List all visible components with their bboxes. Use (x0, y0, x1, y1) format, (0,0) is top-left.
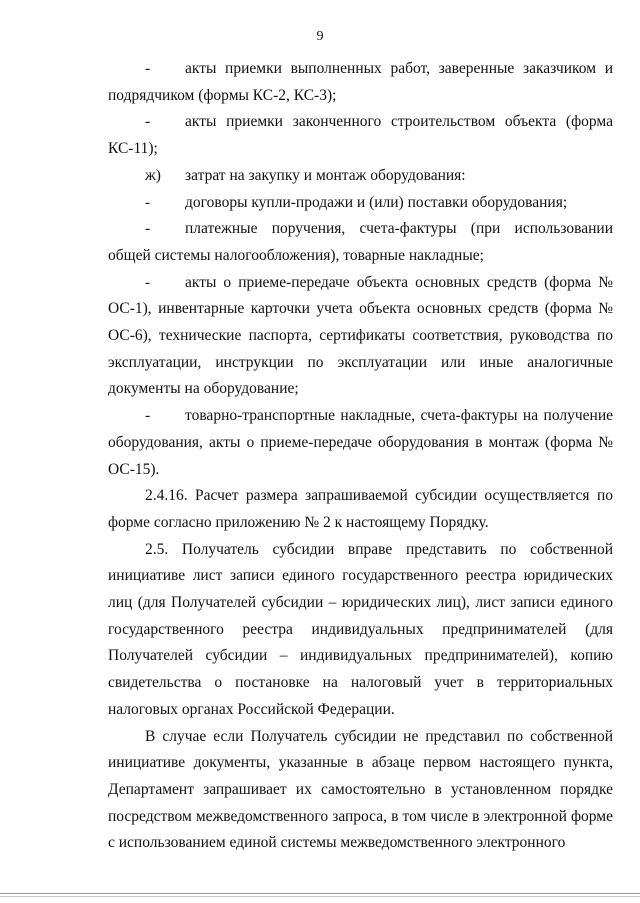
list-item-text: товарно-транспортные накладные, счета-фактуры на получение оборудования, акты о приеме-передаче оборудования в монтаж (форма № ОС-15). (108, 407, 613, 478)
page-number: 9 (316, 29, 324, 44)
paragraph-interagency-request: В случае если Получатель субсидии не представил по собственной инициативе документы, указанные в абзаце первом настоящего пункта, Департамент запрашивает их самостоятельно в установленном порядке посредством межведомственного запроса, в том числе в электронной форме с использованием единой системы межведомственного электронного (108, 727, 613, 852)
list-item (108, 403, 613, 483)
list-item-text: акты приемки законченного строительством объекта (форма КС-11); (108, 113, 613, 158)
list-marker: - (145, 60, 151, 77)
list-item (108, 216, 613, 269)
page-bottom-rule-shadow (0, 896, 640, 897)
list-item (108, 163, 613, 190)
list-marker: - (145, 273, 151, 291)
list-item-text: платежные поручения, счета-фактуры (при использовании общей системы налогообложения), товарные накладные; (108, 220, 613, 264)
paragraph-2-4-16: 2.4.16. Расчет размера запрашиваемой субсидии осуществляется по форме согласно приложению № 2 к настоящему Порядку. (108, 487, 613, 531)
list-item-text: затрат на закупку и монтаж оборудования: (185, 166, 466, 184)
list-marker: - (145, 193, 151, 211)
list-item (108, 270, 613, 404)
list-item (108, 190, 613, 217)
list-item (108, 109, 613, 162)
list-marker: - (145, 113, 151, 131)
list-marker: ж) (145, 166, 161, 184)
page-bottom-rule (0, 893, 640, 894)
document-body (108, 56, 613, 857)
list-item-text: акты о приеме-передаче объекта основных средств (форма № ОС-1), инвентарные карточки учета объекта основных средств (форма № ОС-6), технические паспорта, сертификаты соответствия, руководства по эксплуатации, инструкции по эксплуатации или иные аналогичные документы на оборудование; (108, 273, 613, 398)
list-item-text: договоры купли-продажи и (или) поставки оборудования; (185, 193, 568, 211)
list-marker: - (145, 220, 151, 238)
paragraph-2-5: 2.5. Получатель субсидии вправе представить по собственной инициативе лист записи единого государственного реестра юридических лиц (для Получателей субсидии – юридических лиц), лист записи единого государственного реестра индивидуальных предпринимателей (для Получателей субсидии – индивидуальных предпринимателей), копию свидетельства о постановке на налоговый учет в территориальных налоговых органах Российской Федерации. (108, 540, 613, 718)
list-item-text: акты приемки выполненных работ, заверенные заказчиком и подрядчиком (формы КС-2, КС-3); (108, 60, 613, 104)
list-marker: - (145, 407, 151, 425)
list-item (108, 56, 613, 109)
